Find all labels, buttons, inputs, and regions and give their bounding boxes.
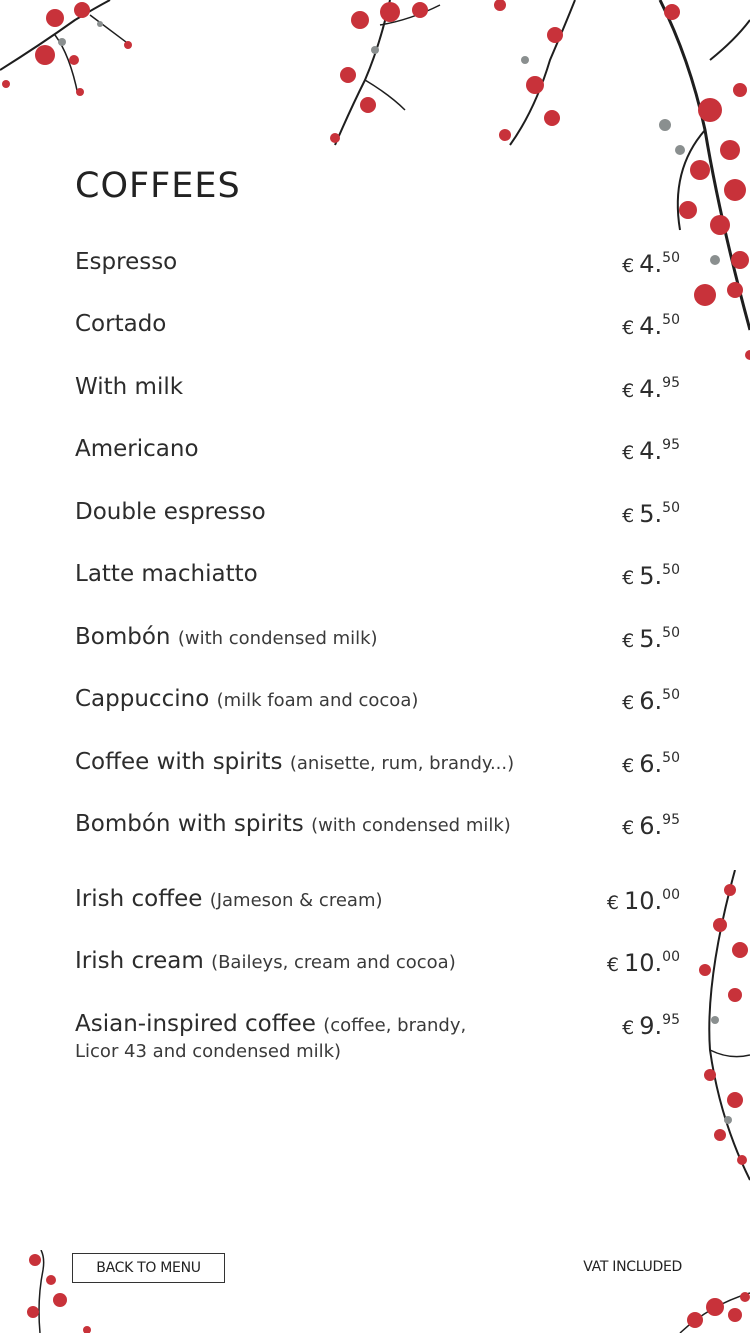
price-cents: 50 <box>662 500 680 516</box>
price-integer: 4. <box>639 437 663 465</box>
item-price <box>622 562 680 590</box>
item-description: (Baileys, cream and cocoa) <box>211 952 456 973</box>
price-currency: € <box>622 380 635 402</box>
item-title: Bombón <box>75 624 171 650</box>
item-name <box>75 310 166 338</box>
item-price <box>622 1012 680 1040</box>
item-title: Asian-inspired coffee <box>75 1011 316 1037</box>
item-title: Bombón with spirits <box>75 811 304 837</box>
menu-item <box>75 947 685 1009</box>
price-integer: 5. <box>639 562 663 590</box>
price-integer: 5. <box>639 500 663 528</box>
item-title: Americano <box>75 436 199 462</box>
back-to-menu-button[interactable]: BACK TO MENU <box>72 1253 225 1283</box>
item-title: Irish coffee <box>75 886 203 912</box>
item-name <box>75 498 266 526</box>
price-cents: 95 <box>662 437 680 453</box>
item-description: (coffee, brandy, <box>323 1015 467 1036</box>
price-cents: 00 <box>662 887 680 903</box>
cherry-blossom-right-bottom <box>680 870 750 1190</box>
cherry-blossom-bottom-right <box>670 1285 750 1333</box>
menu-item <box>75 310 685 372</box>
price-currency: € <box>622 630 635 652</box>
item-price <box>622 750 680 778</box>
item-price <box>622 312 680 340</box>
item-price <box>607 949 680 977</box>
menu-item <box>75 435 685 497</box>
item-description: (with condensed milk) <box>311 815 511 836</box>
price-integer: 10. <box>624 887 663 915</box>
menu-item <box>75 373 685 435</box>
item-title: Double espresso <box>75 499 266 525</box>
price-currency: € <box>606 954 619 976</box>
price-currency: € <box>622 692 635 714</box>
price-currency: € <box>622 505 635 527</box>
price-cents: 50 <box>662 250 680 266</box>
item-description: (anisette, rum, brandy...) <box>289 753 515 774</box>
item-title: Latte machiatto <box>75 561 258 587</box>
item-price <box>622 500 680 528</box>
price-currency: € <box>606 892 619 914</box>
price-integer: 6. <box>639 750 663 778</box>
price-integer: 6. <box>639 812 663 840</box>
item-name <box>75 435 199 463</box>
item-description: (milk foam and cocoa) <box>216 690 419 711</box>
item-title: Coffee with spirits <box>75 749 283 775</box>
item-title: Cortado <box>75 311 167 337</box>
price-cents: 95 <box>662 375 680 391</box>
item-name <box>75 810 511 840</box>
price-cents: 50 <box>662 312 680 328</box>
item-price <box>622 250 680 278</box>
price-cents: 95 <box>662 812 680 828</box>
cherry-blossom-top-left <box>0 0 140 105</box>
item-description: (Jameson & cream) <box>209 890 383 911</box>
menu-item <box>75 685 685 747</box>
menu-item <box>75 1010 685 1080</box>
item-price <box>622 437 680 465</box>
price-cents: 50 <box>662 562 680 578</box>
item-name <box>75 560 258 588</box>
menu-item <box>75 248 685 310</box>
item-price <box>607 887 680 915</box>
cherry-blossom-top-center <box>320 0 580 150</box>
price-currency: € <box>622 567 635 589</box>
item-title: With milk <box>75 374 184 400</box>
menu-item <box>75 623 685 685</box>
price-cents: 50 <box>662 750 680 766</box>
item-price <box>622 687 680 715</box>
item-description: (with condensed milk) <box>177 628 378 649</box>
menu-item <box>75 748 685 810</box>
price-currency: € <box>622 317 635 339</box>
page-title: COFFEES <box>75 166 241 206</box>
vat-included-note: VAT INCLUDED <box>583 1259 682 1275</box>
item-title: Espresso <box>75 249 178 275</box>
item-price <box>622 812 680 840</box>
price-cents: 50 <box>662 625 680 641</box>
item-name <box>75 885 383 915</box>
item-name <box>75 685 418 715</box>
price-integer: 9. <box>639 1012 663 1040</box>
price-currency: € <box>622 442 635 464</box>
price-integer: 4. <box>639 375 663 403</box>
item-name <box>75 1010 466 1064</box>
price-integer: 4. <box>639 250 663 278</box>
price-currency: € <box>622 755 635 777</box>
item-name <box>75 623 378 653</box>
menu-item <box>75 885 685 947</box>
price-integer: 4. <box>639 312 663 340</box>
item-price <box>622 625 680 653</box>
item-name <box>75 947 456 977</box>
price-cents: 50 <box>662 687 680 703</box>
price-cents: 00 <box>662 949 680 965</box>
item-price <box>622 375 680 403</box>
price-currency: € <box>622 255 635 277</box>
price-integer: 10. <box>624 949 663 977</box>
menu-item <box>75 498 685 560</box>
item-title: Irish cream <box>75 948 204 974</box>
item-description-line-2: Licor 43 and condensed milk) <box>75 1041 342 1062</box>
price-currency: € <box>622 1017 635 1039</box>
price-integer: 6. <box>639 687 663 715</box>
item-name <box>75 248 177 276</box>
menu-item <box>75 560 685 622</box>
price-cents: 95 <box>662 1012 680 1028</box>
item-name <box>75 748 514 778</box>
price-currency: € <box>622 817 635 839</box>
menu-item <box>75 810 685 872</box>
item-name <box>75 373 183 401</box>
item-title: Cappuccino <box>75 686 210 712</box>
price-integer: 5. <box>639 625 663 653</box>
